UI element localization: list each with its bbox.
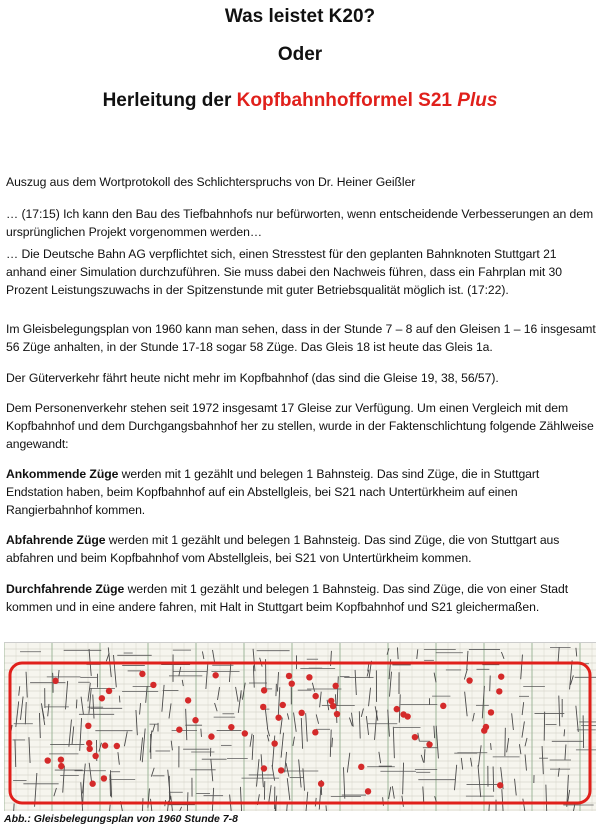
occupancy-stroke <box>515 779 517 796</box>
occupancy-stroke <box>375 710 377 740</box>
train-marker <box>92 753 98 759</box>
occupancy-stroke <box>512 713 514 730</box>
train-marker <box>260 704 266 710</box>
occupancy-stroke <box>473 713 475 721</box>
occupancy-stroke <box>41 703 44 719</box>
occupancy-stroke <box>240 787 241 811</box>
occupancy-stroke <box>76 700 77 709</box>
occupancy-stroke <box>478 745 481 766</box>
train-marker <box>242 730 248 736</box>
occupancy-stroke <box>151 799 152 811</box>
document-title: Was leistet K20? <box>224 6 376 27</box>
train-marker <box>332 683 338 689</box>
arriving-trains-text: werden mit 1 gezählt und belegen 1 Bahnsteig. Das sind Züge, die in Stuttgart Endstation haben, beim Kopfbahnhof auf ein Abstellgleis, bei S21 nach Untertürkheim auf einen Rangierbahnhof kommen. <box>6 467 540 517</box>
train-marker <box>394 706 400 712</box>
occupancy-stroke <box>124 731 127 746</box>
plan-1960-paragraph: Im Gleisbelegungsplan von 1960 kann man sehen, dass in der Stunde 7 – 8 auf den Gleisen 1 – 16 insgesamt 56 Züge anhalten, in der Stunde 17-18 sogar 58 Züge. Das Gleis 18 ist heute das Gleis 1a. <box>6 322 596 354</box>
train-marker <box>312 729 318 735</box>
occupancy-stroke <box>559 696 560 727</box>
occupancy-stroke <box>470 758 471 767</box>
occupancy-stroke <box>436 726 438 759</box>
train-marker <box>365 788 371 794</box>
occupancy-stroke <box>202 651 203 659</box>
occupancy-stroke <box>146 686 147 702</box>
occupancy-stroke <box>389 787 391 799</box>
departing-trains-text: werden mit 1 gezählt und belegen 1 Bahnsteig. Das sind Züge, die von Stuttgart aus abfahren und beim Kopfbahnhof vom Abstellgleis, bei S21 von Untertürkheim kommen. <box>6 533 560 565</box>
occupancy-stroke <box>467 651 468 670</box>
occupancy-stroke <box>542 746 543 774</box>
occupancy-stroke <box>546 785 547 811</box>
occupancy-stroke <box>558 647 559 662</box>
train-marker <box>261 687 267 693</box>
occupancy-stroke <box>347 753 349 773</box>
train-marker <box>85 723 91 729</box>
occupancy-stroke <box>278 687 279 715</box>
subtitle-red-italic: Plus <box>457 90 498 111</box>
occupancy-stroke <box>257 759 259 786</box>
occupancy-stroke <box>343 767 344 798</box>
train-marker <box>496 688 502 694</box>
train-marker <box>481 727 487 733</box>
occupancy-stroke <box>113 655 116 687</box>
occupancy-stroke <box>525 738 527 746</box>
occupancy-stroke <box>236 687 239 702</box>
occupancy-stroke <box>25 702 26 724</box>
occupancy-stroke <box>361 708 363 716</box>
departing-trains-paragraph <box>6 531 596 567</box>
train-marker <box>45 757 51 763</box>
train-marker <box>298 710 304 716</box>
occupancy-stroke <box>20 697 23 720</box>
occupancy-stroke <box>521 655 523 680</box>
train-marker <box>498 673 504 679</box>
train-marker <box>358 764 364 770</box>
train-marker <box>176 726 182 732</box>
train-marker <box>58 756 64 762</box>
occupancy-stroke <box>301 718 302 749</box>
train-marker <box>426 741 432 747</box>
subtitle-prefix: Herleitung der <box>102 90 237 111</box>
occupancy-stroke <box>72 726 74 744</box>
occupancy-stroke <box>287 713 289 719</box>
intro-paragraph: Auszug aus dem Wortprotokoll des Schlichterspruchs von Dr. Heiner Geißler <box>6 175 416 189</box>
train-marker <box>404 713 410 719</box>
occupancy-stroke <box>434 726 435 738</box>
occupancy-stroke <box>294 713 297 732</box>
occupancy-stroke <box>417 649 418 659</box>
train-marker <box>208 733 214 739</box>
through-trains-text: werden mit 1 gezählt und belegen 1 Bahnsteig. Das sind Züge, die von einer Stadt kommen und in eine andere fahren, mit Halt in Stuttgart beim Kopfbahnhof und S21 gleichermaßen. <box>6 582 569 614</box>
train-marker <box>306 674 312 680</box>
occupancy-stroke <box>265 707 267 728</box>
occupancy-stroke <box>501 652 504 659</box>
train-marker <box>289 680 295 686</box>
train-marker <box>261 765 267 771</box>
train-marker <box>212 672 218 678</box>
train-marker <box>192 717 198 723</box>
occupancy-stroke <box>564 729 565 736</box>
occupancy-stroke <box>491 743 492 750</box>
arriving-trains-term: Ankommende Züge <box>6 467 119 481</box>
train-marker <box>275 714 281 720</box>
train-marker <box>139 671 145 677</box>
occupancy-stroke <box>153 724 155 732</box>
train-marker <box>228 724 234 730</box>
train-marker <box>102 742 108 748</box>
occupancy-stroke <box>570 660 573 689</box>
occupancy-stroke <box>454 765 456 790</box>
train-marker <box>497 782 503 788</box>
train-marker <box>312 693 318 699</box>
occupancy-stroke <box>403 763 404 795</box>
occupancy-stroke <box>359 711 360 738</box>
occupancy-stroke <box>238 690 241 713</box>
occupancy-stroke <box>151 768 154 777</box>
document-subtitle <box>0 90 600 112</box>
occupancy-stroke <box>186 709 187 740</box>
occupancy-stroke <box>212 788 213 811</box>
train-marker <box>280 702 286 708</box>
track-occupancy-plan-image <box>4 642 596 811</box>
train-marker <box>412 734 418 740</box>
train-marker <box>488 709 494 715</box>
figure-caption: Abb.: Gleisbelegungsplan von 1960 Stunde 7-8 <box>4 813 238 825</box>
occupancy-stroke <box>19 686 20 695</box>
occupancy-stroke <box>465 692 468 717</box>
occupancy-stroke <box>330 729 331 756</box>
occupancy-stroke <box>369 688 371 706</box>
occupancy-stroke <box>522 721 524 737</box>
occupancy-stroke <box>502 789 504 811</box>
occupancy-stroke <box>119 696 120 703</box>
departing-trains-term: Abfahrende Züge <box>6 533 106 547</box>
quote-paragraph-1: … (17:15) Ich kann den Bau des Tiefbahnhofs nur befürworten, wenn entscheidende Verbesserungen an dem ursprünglichen Projekt vorgenommen werden… <box>6 207 594 239</box>
occupancy-stroke <box>337 676 338 706</box>
occupancy-stroke <box>211 760 213 782</box>
train-marker <box>334 711 340 717</box>
occupancy-stroke <box>201 729 202 737</box>
occupancy-stroke <box>402 796 404 807</box>
occupancy-stroke <box>29 737 30 763</box>
train-marker <box>101 775 107 781</box>
occupancy-stroke <box>58 670 59 680</box>
occupancy-stroke <box>182 680 183 686</box>
train-marker <box>466 677 472 683</box>
occupancy-stroke <box>493 767 494 792</box>
occupancy-stroke <box>80 718 82 751</box>
occupancy-stroke <box>277 672 278 692</box>
train-marker <box>106 688 112 694</box>
occupancy-stroke <box>293 737 295 746</box>
occupancy-stroke <box>213 650 215 663</box>
train-marker <box>99 695 105 701</box>
train-marker <box>114 743 120 749</box>
occupancy-stroke <box>332 738 333 747</box>
quote-paragraph-2: … Die Deutsche Bahn AG verpflichtet sich, einen Stresstest für den geplanten Bahnknoten Stuttgart 21 anhand einer Simulation durchzuführen. Sie muss dabei den Nachweis führen, dass ein Fahrplan mit 30 Prozent Leistungszuwachs in der Spitzenstunde mit guter Betriebsqualität möglich ist. (17:22). <box>6 247 563 297</box>
subtitle-red: Kopfbahnhofformel S21 <box>236 90 458 111</box>
train-marker <box>150 682 156 688</box>
train-marker <box>286 673 292 679</box>
occupancy-stroke <box>15 739 16 767</box>
occupancy-stroke <box>335 694 337 723</box>
train-marker <box>328 698 334 704</box>
through-trains-paragraph <box>6 580 596 616</box>
occupancy-stroke <box>285 752 287 772</box>
occupancy-stroke <box>252 735 253 760</box>
occupancy-stroke <box>522 702 524 715</box>
occupancy-stroke <box>306 713 308 741</box>
occupancy-stroke <box>81 782 83 811</box>
train-marker <box>318 781 324 787</box>
train-marker <box>185 697 191 703</box>
occupancy-stroke <box>269 785 271 803</box>
occupancy-stroke <box>379 752 381 763</box>
train-marker <box>52 678 58 684</box>
train-marker <box>87 746 93 752</box>
passenger-paragraph: Dem Personenverkehr stehen seit 1972 insgesamt 17 Gleise zur Verfügung. Um einen Vergleich mit dem Kopfbahnhof und dem Durchgangsbahnhof her zu stellen, wurde in der Faktenschlichtung folgende Zählweise angewandt: <box>6 401 594 451</box>
track-plan-graphic <box>4 643 596 811</box>
through-trains-term: Durchfahrende Züge <box>6 582 125 596</box>
occupancy-stroke <box>392 786 394 798</box>
occupancy-stroke <box>464 669 467 680</box>
train-marker <box>440 703 446 709</box>
train-marker <box>86 740 92 746</box>
occupancy-stroke <box>305 792 308 811</box>
freight-paragraph: Der Güterverkehr fährt heute nicht mehr im Kopfbahnhof (das sind die Gleise 19, 38, 56/57). <box>6 371 499 385</box>
occupancy-stroke <box>393 727 394 758</box>
occupancy-stroke <box>48 704 49 716</box>
occupancy-stroke <box>26 672 27 698</box>
occupancy-stroke <box>215 703 218 711</box>
occupancy-stroke <box>140 737 142 760</box>
train-marker <box>271 740 277 746</box>
occupancy-stroke <box>478 765 481 797</box>
title-connector: Oder <box>277 44 323 65</box>
occupancy-stroke <box>299 759 301 787</box>
occupancy-stroke <box>179 807 182 811</box>
occupancy-stroke <box>303 768 305 790</box>
occupancy-stroke <box>206 664 208 689</box>
occupancy-stroke <box>169 703 171 718</box>
train-marker <box>278 767 284 773</box>
train-marker <box>58 763 64 769</box>
occupancy-stroke <box>421 755 423 763</box>
train-marker <box>89 781 95 787</box>
arriving-trains-paragraph <box>6 465 596 519</box>
occupancy-stroke <box>142 798 143 811</box>
occupancy-stroke <box>523 799 526 811</box>
occupancy-stroke <box>286 763 289 777</box>
occupancy-stroke <box>142 729 145 763</box>
